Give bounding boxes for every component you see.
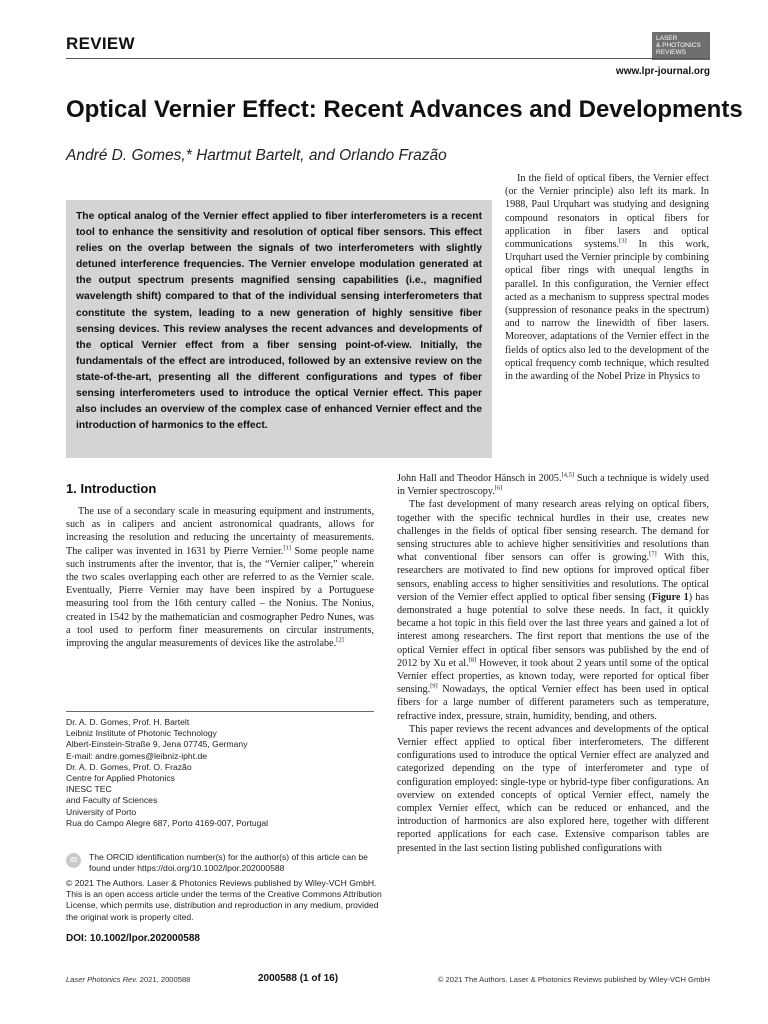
body-paragraph: This paper reviews the recent advances and developments of the optical Vernier effect applied to optical fiber interferometers. The different configurations used to introduce the optical Vernier effect are analyzed and categorized depending on the type of interferometer and type of configuration employed: single-type or hybrid-type fiber configurations. An overview on extended concepts of optical Vernier effect, namely the complex Vernier effect, which can be reduced or enhanced, and the introduction of harmonics are also explored here, together with different reported applications for each case. Extensive comparison tables are presented in the last section listing published configurations with (397, 723, 709, 854)
affiliation-line: Dr. A. D. Gomes, Prof. H. Bartelt (66, 717, 190, 727)
affiliation-line: INESC TEC (66, 784, 112, 795)
body-paragraph: In the field of optical fibers, the Vernier effect (or the Vernier principle) also left its mark. In 1988, Paul Urquhart was studying and designing compound resonators in optical fibers for application in fiber lasers and optical communications systems.[3] In this work, Urquhart used the Vernier principle by combining optical fiber rings with unequal lengths in parallel. In this configuration, the Vernier effect acted as a mechanism to suppress spectral modes (suppression of resonance peaks in the spectrum) and to narrow the linewidth of fiber lasers. Moreover, adaptations of the Vernier effect in the fields of optics also led to the development of the optical frequency comb technique, which resulted in the awarding of the Nobel Prize in Physics to (505, 173, 709, 383)
body-paragraph: John Hall and Theodor Hänsch in 2005.[4,5] Such a technique is widely used in Vernier spectroscopy.[6] (397, 471, 709, 498)
journal-url[interactable]: www.lpr-journal.org (615, 66, 710, 77)
header-rule (66, 58, 710, 59)
doi-link[interactable]: DOI: 10.1002/lpor.202000588 (66, 933, 200, 944)
orcid-text: The ORCID identification number(s) for the author(s) of this article can be found under https://doi.org/10.1002/lpor.202000588 (89, 852, 368, 874)
footer-year-id: 2021, 2000588 (137, 975, 191, 984)
footer-journal: Laser Photonics Rev. (66, 975, 138, 984)
footer-publisher: © 2021 The Authors. Laser & Photonics Reviews published by Wiley-VCH GmbH (437, 975, 710, 984)
affiliation-line: Leibniz Institute of Photonic Technology (66, 728, 217, 739)
affiliation-line: Centre for Applied Photonics (66, 773, 175, 784)
intro-paragraph: The use of a secondary scale in measuring equipment and instruments, such as in calipers and ancient astronomical quadrants, allows for increasing the resolution and reducing the uncertainty of measurements. The caliper was invented in 1631 by Pierre Vernier.[1] Some people name such instruments after the inventor, that is, the “Vernier caliper,” wherein the two scales overlapping each other are referred to as the Vernier scale. Eventually, Pierre Vernier may have been inspired by a Portuguese measuring tool from the 16th century called – the Nonius. The Nonius, created in 1542 by the mathematician and cosmographer Pedro Nunes, was a tool used to perform finer measurements on circular instruments, improving the angular measurements of devices like the astrolabe.[2] (66, 506, 374, 650)
affiliation-line: Albert-Einstein-Straße 9, Jena 07745, Germany (66, 739, 248, 750)
right-column (397, 472, 709, 855)
orcid-note (66, 852, 378, 874)
affiliation-line: University of Porto (66, 806, 137, 817)
citation-ref[interactable]: [3] (619, 237, 627, 245)
body-paragraph: The fast development of many research areas relying on optical fibers, together with the specific technical hurdles in their use, creates new challenges in the fields of optical fiber sensing research. The demand for sensing structures able to achieve higher sensitivities and resolutions than what conventional fiber sensors can offer is growing.[7] With this, researchers are motivated to find new options for improved optical fiber sensors, enabling access to higher sensitivities and resolutions. The optical version of the Vernier effect applied to optical fiber sensing (Figure 1) has demonstrated a huge potential to solve these needs. In fact, it quickly became a hot topic in this field over the last three years and gained a lot of interest among researchers. The first report that mentions the use of the optical Vernier effect in optical fiber sensors was published by the end of 2012 by Xu et al.[8] However, it took about 2 years until some of the optical Vernier effect properties, as known today, were reported for optical fiber sensing.[9] Nowadays, the optical Vernier effect has been used in optical fibers for a large number of different parameters such as temperature, refractive index, pressure, strain, humidity, bending, and others. (397, 499, 709, 722)
citation-ref[interactable]: [8] (468, 656, 477, 664)
right-column-top (505, 172, 709, 383)
journal-logo-line: & PHOTONICS (656, 42, 701, 49)
citation-ref[interactable]: [1] (283, 544, 291, 552)
citation-ref[interactable]: [7] (649, 550, 657, 558)
orcid-icon[interactable]: iD (66, 853, 81, 868)
footer-citation (66, 975, 190, 984)
article-authors: André D. Gomes,* Hartmut Bartelt, and Orlando Frazão (66, 147, 447, 164)
journal-logo-line: LASER (656, 35, 678, 42)
affiliation-line: Dr. A. D. Gomes, Prof. O. Frazão (66, 761, 192, 772)
affiliation-line: Rua do Campo Alegre 687, Porto 4169-007, Portugal (66, 817, 269, 828)
abstract-box (66, 200, 492, 458)
affiliation-email[interactable]: E-mail: andre.gomes@leibniz-ipht.de (66, 750, 208, 761)
license-note: © 2021 The Authors. Laser & Photonics Reviews published by Wiley-VCH GmbH. This is an open access article under the terms of the Creative Commons Attribution License, which permits use, distribution and reproduction in any medium, provided the original work is properly cited. (66, 878, 382, 922)
section-heading: 1. Introduction (66, 481, 157, 496)
section-label: REVIEW (66, 34, 135, 53)
citation-ref[interactable]: [6] (494, 484, 503, 492)
affiliation-line: and Faculty of Sciences (66, 795, 158, 806)
figure-ref[interactable]: Figure 1 (651, 591, 689, 603)
affiliations (66, 717, 386, 829)
affiliation-rule (66, 711, 374, 712)
journal-logo-line: REVIEWS (656, 49, 686, 56)
abstract-text: The optical analog of the Vernier effect applied to fiber interferometers is a recent tool to enhance the sensitivity and resolution of optical fiber sensors. This effect relies on the overlap between the signals of two interferometers with slightly detuned interference frequencies. The Vernier envelope modulation generated at the output spectrum presents magnified sensing capabilities (i.e., magnified wavelength shift) compared to that of the individual sensing interferometers that constitute the system, leading to a new generation of highly sensitive fiber sensing devices. This review analyses the recent advances and developments of the optical Vernier effect from a fiber sensing point-of-view. Initially, the fundamentals of the effect are introduced, followed by an extensive review on the state-of-the-art, presenting all the different configurations and types of fiber sensing interferometers used to introduce the optical Vernier effect. This paper also includes an overview of the complex case of enhanced Vernier effect and the introduction of harmonics to the effect. (76, 211, 482, 432)
journal-logo (652, 32, 710, 60)
citation-ref[interactable]: [9] (430, 682, 438, 690)
intro-column (66, 505, 374, 650)
citation-ref[interactable]: [2] (336, 636, 344, 644)
article-title: Optical Vernier Effect: Recent Advances and Developments (66, 96, 743, 123)
page-number: 2000588 (1 of 16) (258, 973, 339, 984)
citation-ref[interactable]: [4,5] (561, 471, 574, 479)
